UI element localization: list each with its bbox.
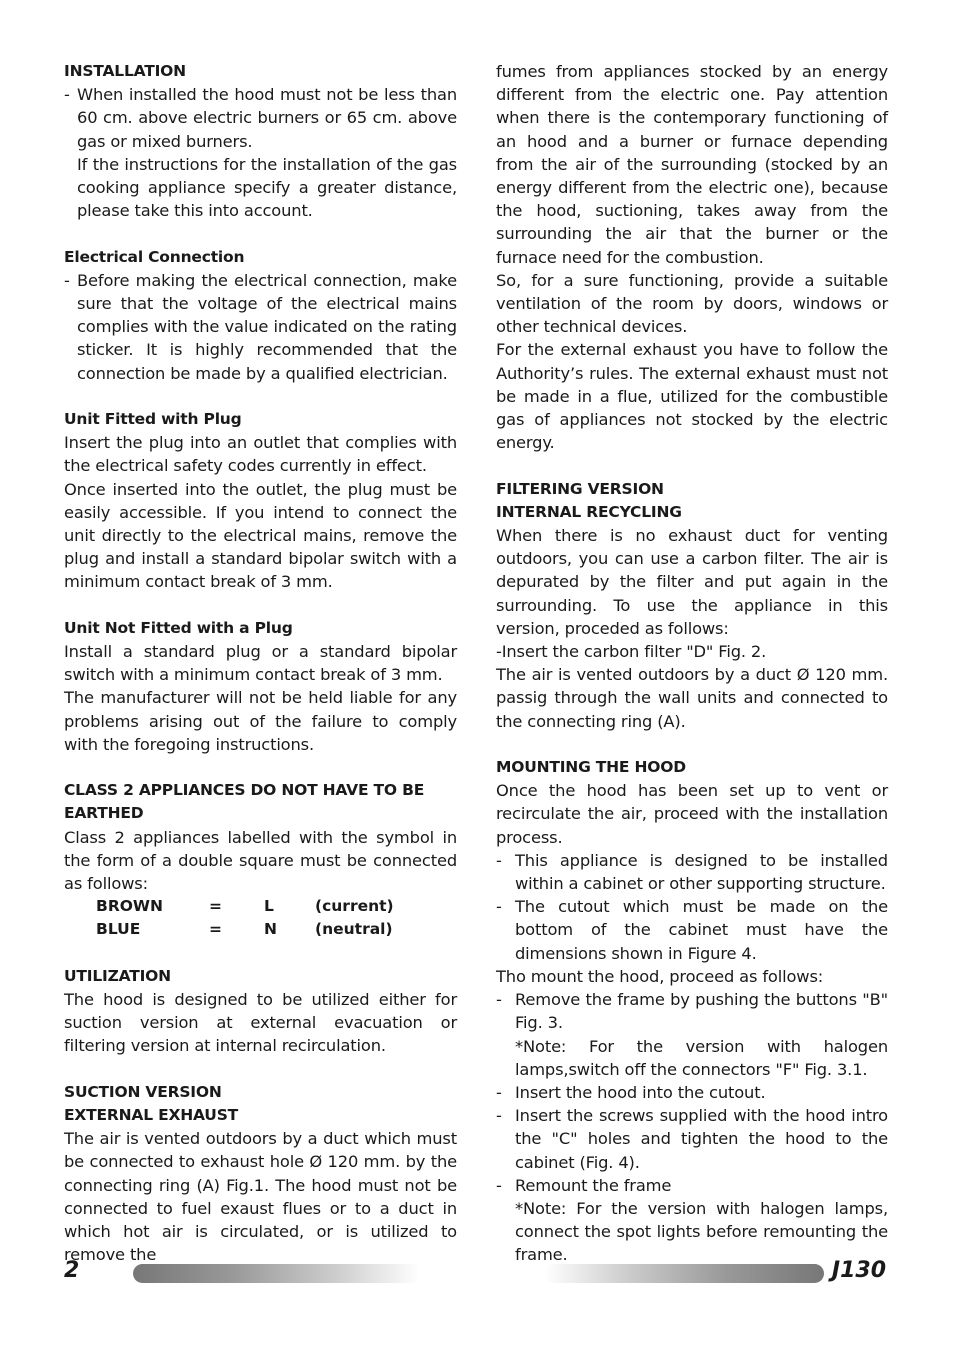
installation-item: - When installed the hood must not be less than 60 cm. above electric burners or 65 cm. above gas or mixed burners.	[64, 85, 457, 151]
suction-heading-1: SUCTION VERSION	[64, 1082, 222, 1101]
noplug-paragraph-2: The manufacturer will not be held liable for any problems arising out of the failure to comply with the foregoing instructions.	[64, 688, 457, 754]
class2-paragraph: Class 2 appliances labelled with the symbol in the form of a double square must be connected as follows:	[64, 827, 457, 894]
continued-paragraph-2: So, for a sure functioning, provide a suitable ventilation of the room by doors, windows or other technical devices.	[496, 270, 888, 337]
filter-paragraph-1: When there is no exhaust duct for venting outdoors, you can use a carbon filter. The air is depurated by the filter and put again in the surrounding. To use the appliance in this version, proceded as follows:	[496, 526, 888, 638]
filter-paragraph-2: -Insert the carbon filter "D" Fig. 2.	[496, 642, 767, 662]
noplug-heading: Unit Not Fitted with a Plug	[64, 618, 293, 637]
mount-step-3: - Insert the screws supplied with the hood intro the "C" holes and tighten the hood to the cabinet (Fig. 4).	[496, 1106, 888, 1172]
electrical-heading: Electrical Connection	[64, 247, 245, 266]
mount-paragraph-1: Once the hood has been set up to vent or recirculate the air, proceed with the installation process.	[496, 781, 888, 847]
utilization-heading: UTILIZATION	[64, 966, 171, 985]
mount-item-1: - This appliance is designed to be installed within a cabinet or other supporting structure.	[496, 850, 888, 894]
page-number: 2	[64, 1258, 80, 1283]
mount-step-4: - Remount the frame	[496, 1175, 672, 1195]
class2-heading: CLASS 2 APPLIANCES DO NOT HAVE TO BE EARTHED	[64, 781, 425, 823]
footer-bar-right	[544, 1264, 824, 1283]
plug-heading: Unit Fitted with Plug	[64, 410, 242, 429]
footer-bar-left	[133, 1264, 420, 1283]
page-footer	[0, 1258, 954, 1286]
right-column	[496, 60, 888, 1267]
utilization-paragraph: The hood is designed to be utilized either for suction version at external evacuation or filtering version at internal recirculation.	[64, 990, 457, 1056]
mount-step-2: - Insert the hood into the cutout.	[496, 1082, 766, 1102]
mount-heading: MOUNTING THE HOOD	[496, 758, 686, 777]
noplug-paragraph-1: Install a standard plug or a standard bipolar switch with a minimum contact break of 3 mm.	[64, 642, 457, 685]
mount-item-2: - The cutout which must be made on the bottom of the cabinet must have the dimensions shown in Figure 4.	[496, 897, 888, 963]
filter-heading-1: FILTERING VERSION	[496, 479, 664, 498]
wire-row-brown: BROWN = L (current)	[96, 897, 394, 916]
wire-row-blue: BLUE = N (neutral)	[96, 920, 393, 939]
continued-paragraph-3: For the external exhaust you have to follow the Authority’s rules. The external exhaust must not be made in a flue, utilized for the combustible gas of appliances not stocked by the electric energy.	[496, 340, 888, 453]
suction-paragraph: The air is vented outdoors by a duct which must be connected to exhaust hole Ø 120 mm. by the connecting ring (A) Fig.1. The hood must not be connected to fuel exaust flues or to a duct in which hot air is circulated, or is utilized to remove the	[64, 1129, 457, 1265]
plug-paragraph-2: Once inserted into the outlet, the plug must be easily accessible. If you intend to connect the unit directly to the electrical mains, remove the plug and install a standard bipolar switch with a minimum contact break of 3 mm.	[64, 479, 457, 592]
electrical-item: - Before making the electrical connection, make sure that the voltage of the electrical mains complies with the value indicated on the rating sticker. It is highly recommended that the connection be made by a qualified electrician.	[64, 270, 457, 383]
mount-step-1: - Remove the frame by pushing the buttons "B" Fig. 3.	[496, 990, 888, 1033]
installation-heading: INSTALLATION	[64, 62, 186, 80]
plug-paragraph-1: Insert the plug into an outlet that complies with the electrical safety codes currently in effect.	[64, 433, 457, 476]
mount-step-1-note: *Note: For the version with halogen lamps,switch off the connectors "F" Fig. 3.1.	[515, 1036, 888, 1079]
mount-paragraph-2: Tho mount the hood, proceed as follows:	[496, 966, 824, 986]
model-label: J130	[831, 1258, 886, 1283]
continued-paragraph-1: fumes from appliances stocked by an energy different from the electric one. Pay attention when there is the contemporary functioning of an hood and a burner or furnace depending from the air of the surrounding (stocked by an energy different from the electric one), because the hood, suctioning, takes away from the surrounding the air that the burner or the furnace need for the combustion.	[496, 62, 888, 267]
filter-heading-2: INTERNAL RECYCLING	[496, 502, 682, 521]
left-column	[64, 60, 457, 1266]
mount-step-4-note: *Note: For the version with halogen lamps, connect the spot lights before remounting the frame.	[515, 1198, 888, 1265]
suction-heading-2: EXTERNAL EXHAUST	[64, 1106, 239, 1125]
wire-table	[96, 895, 394, 941]
installation-item-cont: If the instructions for the installation of the gas cooking appliance specify a greater distance, please take this into account.	[77, 154, 457, 221]
filter-paragraph-3: The air is vented outdoors by a duct Ø 120 mm. passig through the wall units and connected to the connecting ring (A).	[496, 665, 888, 731]
